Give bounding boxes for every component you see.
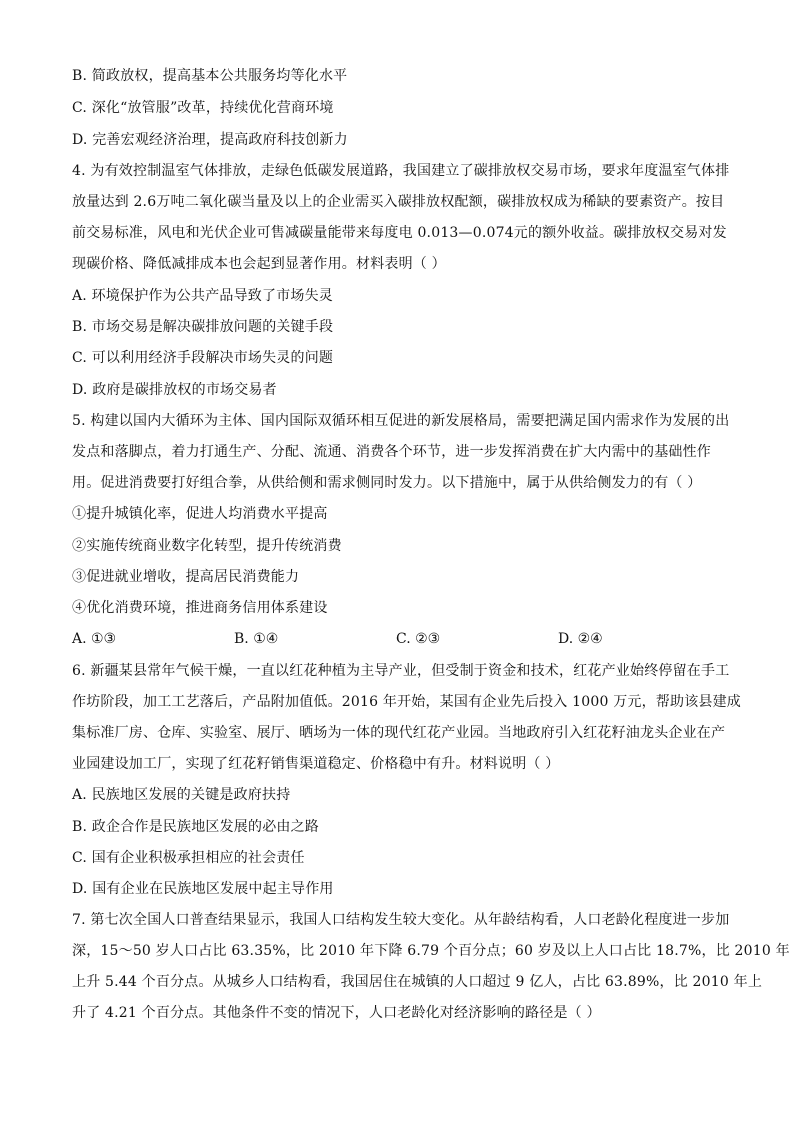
q5-option-a: A. ①③ <box>72 631 117 647</box>
q4-stem-line: 现碳价格、降低减排成本也会起到显著作用。材料表明（ ） <box>72 256 446 272</box>
q5-option-b: B. ①④ <box>234 631 279 647</box>
q6-option-a: A. 民族地区发展的关键是政府扶持 <box>72 787 291 803</box>
q5-stem-line: 发点和落脚点，着力打通生产、分配、流通、消费各个环节，进一步发挥消费在扩大内需中的基础性作 <box>72 444 711 460</box>
q4-option-c: C. 可以利用经济手段解决市场失灵的问题 <box>72 350 334 366</box>
q6-option-b: B. 政企合作是民族地区发展的必由之路 <box>72 819 319 835</box>
q5-option-c: C. ②③ <box>396 631 441 647</box>
q6-option-d: D. 国有企业在民族地区发展中起主导作用 <box>72 881 334 897</box>
q3-option-c: C. 深化“放管服”改革，持续优化营商环境 <box>72 100 334 116</box>
q4-option-b: B. 市场交易是解决碳排放问题的关键手段 <box>72 319 334 335</box>
q6-option-c: C. 国有企业积极承担相应的社会责任 <box>72 850 305 866</box>
q4-option-d: D. 政府是碳排放权的市场交易者 <box>72 382 277 398</box>
q3-option-d: D. 完善宏观经济治理，提高政府科技创新力 <box>72 132 348 148</box>
q5-stem-line: 用。促进消费要打好组合拳，从供给侧和需求侧同时发力。以下措施中，属于从供给侧发力的有（ ） <box>72 475 702 491</box>
q7-stem-line: 7. 第七次全国人口普查结果显示，我国人口结构发生较大变化。从年龄结构看，人口老龄化程度进一步加 <box>72 912 730 928</box>
q5-option-d: D. ②④ <box>558 631 603 647</box>
q6-stem-line: 集标准厂房、仓库、实验室、展厅、晒场为一体的现代红花产业园。当地政府引入红花籽油龙头企业在产 <box>72 725 726 741</box>
q5-item-1: ①提升城镇化率，促进人均消费水平提高 <box>72 506 328 522</box>
q6-stem-line: 业园建设加工厂，实现了红花籽销售渠道稳定、价格稳中有升。材料说明（ ） <box>72 756 560 772</box>
q5-item-3: ③促进就业增收，提高居民消费能力 <box>72 569 300 585</box>
q4-stem-line: 4. 为有效控制温室气体排放，走绿色低碳发展道路，我国建立了碳排放权交易市场，要求年度温室气体排 <box>72 163 730 179</box>
q5-stem-line: 5. 构建以国内大循环为主体、国内国际双循环相互促进的新发展格局，需要把满足国内需求作为发展的出 <box>72 413 730 429</box>
q6-stem-line: 6. 新疆某县常年气候干燥，一直以红花种植为主导产业，但受制于资金和技术，红花产业始终停留在手工 <box>72 663 730 679</box>
q7-stem-line: 升了 4.21 个百分点。其他条件不变的情况下，人口老龄化对经济影响的路径是（ ） <box>72 1005 601 1021</box>
q3-option-b: B. 简政放权，提高基本公共服务均等化水平 <box>72 68 348 84</box>
q6-stem-line: 作坊阶段，加工工艺落后，产品附加值低。2016 年开始，某国有企业先后投入 1000 万元，帮助该县建成 <box>72 694 742 710</box>
q5-item-2: ②实施传统商业数字化转型，提升传统消费 <box>72 538 342 554</box>
q7-stem-line: 上升 5.44 个百分点。从城乡人口结构看，我国居住在城镇的人口超过 9 亿人，占比 63.89%，比 2010 年上 <box>72 974 763 990</box>
q4-stem-line: 放量达到 2.6万吨二氧化碳当量及以上的企业需买入碳排放权配额，碳排放权成为稀缺的要素资产。按目 <box>72 194 725 210</box>
q4-option-a: A. 环境保护作为公共产品导致了市场失灵 <box>72 288 334 304</box>
q7-stem-line: 深，15～50 岁人口占比 63.35%，比 2010 年下降 6.79 个百分点；60 岁及以上人口占比 18.7%，比 2010 年 <box>72 943 790 959</box>
q4-stem-line: 前交易标准，风电和光伏企业可售减碳量能带来每度电 0.013—0.074元的额外收益。碳排放权交易对发 <box>72 225 727 241</box>
q5-item-4: ④优化消费环境，推进商务信用体系建设 <box>72 600 328 616</box>
